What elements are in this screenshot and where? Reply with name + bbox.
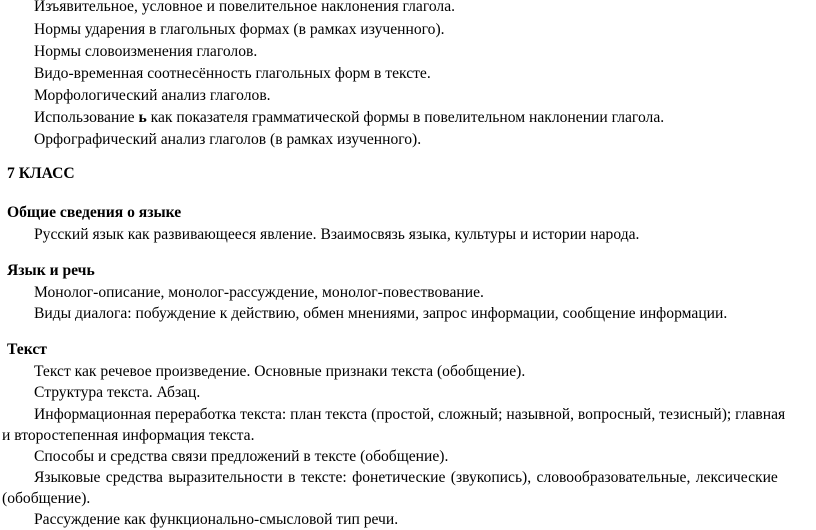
soft-sign-letter: ь — [138, 109, 147, 126]
paragraph-continuation: и второстепенная информация текста. — [2, 427, 255, 444]
section-heading-speech: Язык и речь — [7, 262, 95, 279]
list-item-soft-sign — [34, 108, 664, 128]
text-fragment: Использование — [34, 109, 139, 126]
list-item: Нормы словоизменения глаголов. — [34, 43, 258, 60]
paragraph: Монолог-описание, монолог-рассуждение, монолог-повествование. — [34, 284, 484, 301]
paragraph: Информационная переработка текста: план текста (простой, сложный; назывной, вопросный, тезисный); главная — [34, 406, 786, 423]
paragraph: Текст как речевое произведение. Основные признаки текста (обобщение). — [34, 363, 526, 380]
paragraph: Русский язык как развивающееся явление. Взаимосвязь языка, культуры и истории народа. — [34, 226, 640, 243]
list-item: Орфографический анализ глаголов (в рамках изученного). — [34, 131, 422, 148]
list-item: Нормы ударения в глагольных формах (в рамках изученного). — [34, 21, 445, 38]
paragraph: Структура текста. Абзац. — [34, 384, 201, 401]
paragraph: Рассуждение как функционально-смысловой тип речи. — [34, 511, 399, 528]
paragraph: Виды диалога: побуждение к действию, обмен мнениями, запрос информации, сообщение информации. — [34, 305, 728, 322]
paragraph-continuation: (обобщение). — [2, 490, 91, 507]
section-heading-text: Текст — [7, 341, 47, 358]
list-item: Изъявительное, условное и повелительное наклонения глагола. — [34, 0, 456, 15]
section-heading-general: Общие сведения о языке — [7, 204, 182, 221]
paragraph: Языковые средства выразительности в тексте: фонетические (звукопись), словообразовательные, лексические — [34, 469, 778, 486]
paragraph: Способы и средства связи предложений в тексте (обобщение). — [34, 448, 449, 465]
grade-heading: 7 КЛАСС — [7, 165, 75, 182]
list-item: Видо-временная соотнесённость глагольных форм в тексте. — [34, 65, 431, 82]
text-fragment: как показателя грамматической формы в повелительном наклонении глагола. — [146, 109, 665, 126]
list-item: Морфологический анализ глаголов. — [34, 87, 271, 104]
